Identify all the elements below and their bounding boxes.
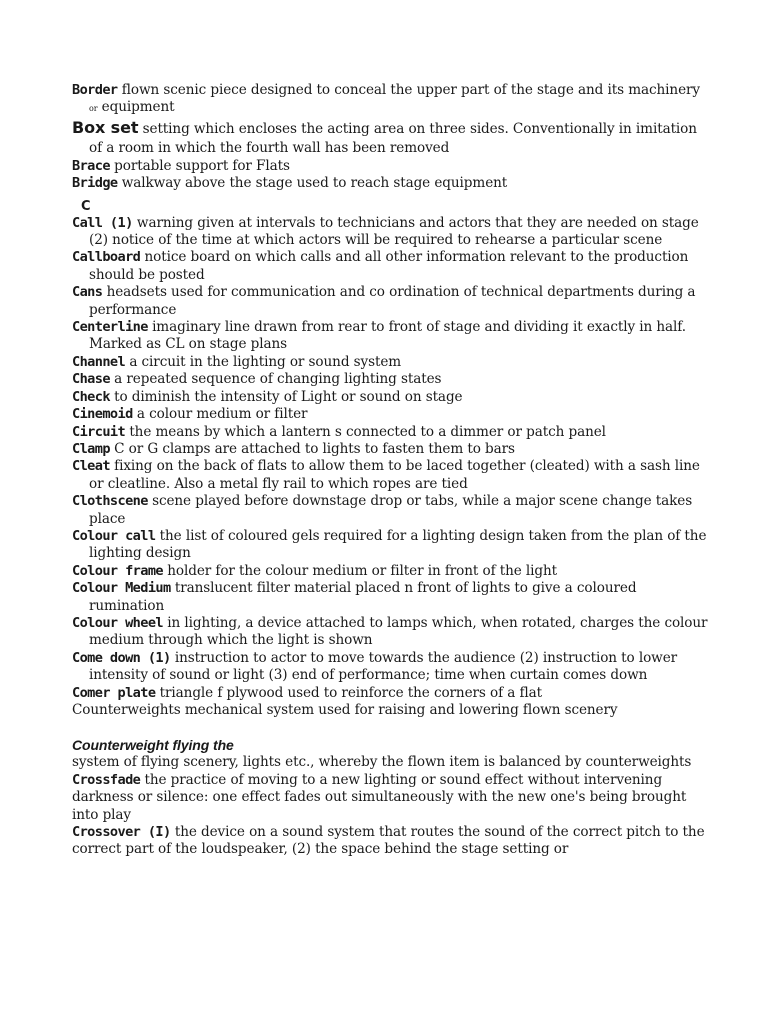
c-entries — [72, 215, 708, 702]
entry-definition: the practice of moving to a new lighting or sound effect without intervening darkness or silence: one effect fades out simultaneously with the new one's being brought into play — [72, 771, 687, 823]
entry-definition-small: or — [89, 104, 98, 114]
glossary-entry — [72, 563, 708, 580]
entry-definition: setting which encloses the acting area on three sides. Conventionally in imitation of a room in which the fourth wall has been removed — [89, 120, 697, 156]
entry-term: Cans — [72, 284, 103, 301]
entry-term: Colour frame — [72, 562, 164, 579]
entry-term: Chase — [72, 371, 110, 388]
glossary-entry — [72, 406, 708, 423]
entry-definition: a repeated sequence of changing lighting states — [109, 371, 442, 388]
glossary-entry — [72, 424, 708, 441]
entry-term: Clothscene — [72, 493, 148, 510]
entry-term: Cleat — [72, 458, 110, 475]
glossary-entry — [72, 215, 708, 250]
entry-definition: fixing on the back of flats to allow them to be laced together (cleated) with a sash line or cleatline. Also a metal fly rail to which ropes are tied — [89, 458, 700, 492]
entry-term: Colour call — [72, 527, 156, 544]
entry-term: Colour Medium — [72, 580, 171, 597]
entry-definition: in lighting, a device attached to lamps which, when rotated, charges the colour medium through which the light is shown — [89, 614, 708, 649]
entry-definition: translucent filter material placed n front of lights to give a coloured rumination — [89, 580, 637, 614]
glossary-entry — [72, 580, 708, 615]
glossary-entry — [72, 528, 708, 563]
entry-definition: to diminish the intensity of Light or sound on stage — [109, 388, 463, 405]
entry-definition: headsets used for communication and co ordination of technical departments during a performance — [89, 284, 696, 318]
entry-definition: the list of coloured gels required for a lighting design taken from the plan of the lighting design — [89, 527, 707, 562]
entry-definition: equipment — [97, 99, 175, 116]
entry-term: Comer plate — [72, 684, 156, 701]
entry-term: Colour wheel — [72, 614, 164, 631]
glossary-entry-box-set — [72, 118, 708, 158]
glossary-entry — [72, 493, 708, 528]
glossary-entry — [72, 284, 708, 319]
entry-term: Border — [72, 82, 118, 98]
glossary-entry — [72, 389, 708, 406]
entry-definition: notice board on which calls and all other information relevant to the production should be posted — [89, 249, 689, 283]
entry-definition: the means by which a lantern s connected to a dimmer or patch panel — [125, 423, 606, 440]
entry-definition: C or G clamps are attached to lights to fasten them to bars — [109, 440, 515, 457]
entry-term: Clamp — [72, 440, 110, 457]
glossary-entry — [72, 249, 708, 284]
letter-heading: C — [81, 198, 91, 214]
glossary-page — [72, 82, 708, 859]
entry-term: Bridge — [72, 175, 118, 192]
entry-definition: triangle f plywood used to reinforce the corners of a flat — [155, 684, 543, 701]
glossary-entry-crossover — [72, 824, 708, 859]
entry-term: Call (1) — [72, 214, 133, 231]
section-heading: Counterweight flying the — [72, 737, 234, 754]
entry-term: Circuit — [72, 423, 126, 440]
glossary-entry — [72, 615, 708, 650]
entry-definition: instruction to actor to move towards the audience (2) instruction to lower intensity of sound or light (3) end of performance; time when curtain comes down — [89, 649, 678, 684]
entry-definition: the device on a sound system that routes the sound of the correct pitch to the correct part of the loudspeaker, (2) the space behind the stage setting or — [72, 824, 705, 858]
entry-term: Callboard — [72, 249, 141, 266]
entry-definition: portable support for Flats — [109, 157, 290, 174]
entry-term: Brace — [72, 157, 110, 174]
glossary-entry — [72, 685, 708, 702]
entry-term: Cinemoid — [72, 406, 133, 423]
entry-term: Box set — [72, 117, 139, 137]
glossary-entry-counterweights: Counterweights mechanical system used for raising and lowering flown scenery — [72, 702, 618, 718]
entry-term: Centerline — [72, 319, 148, 336]
entry-definition: flown scenic piece designed to conceal the upper part of the stage and its machinery — [117, 82, 701, 98]
entry-definition: a circuit in the lighting or sound system — [125, 353, 402, 370]
entry-definition: a colour medium or filter — [132, 406, 308, 423]
entry-definition: walkway above the stage used to reach stage equipment — [117, 175, 508, 192]
entry-term: Crossover (I) — [72, 824, 171, 841]
entry-term: Check — [72, 388, 110, 405]
entry-term: Crossfade — [72, 771, 141, 788]
glossary-entry-brace — [72, 158, 708, 175]
glossary-entry — [72, 319, 708, 354]
entry-definition: holder for the colour medium or filter in front of the light — [163, 562, 558, 579]
entry-term: Come down (1) — [72, 649, 171, 666]
glossary-entry — [72, 650, 708, 685]
glossary-entry-bridge — [72, 175, 708, 192]
entry-definition: warning given at intervals to technicians and actors that they are needed on stage (2) notice of the time at which actors will be required to rehearse a particular scene — [89, 214, 699, 249]
entry-term: Channel — [72, 353, 126, 370]
glossary-entry — [72, 354, 708, 371]
entry-definition: scene played before downstage drop or tabs, while a major scene change takes place — [89, 493, 693, 527]
glossary-entry — [72, 458, 708, 493]
glossary-entry — [72, 441, 708, 458]
glossary-entry-border — [72, 82, 708, 118]
glossary-entry — [72, 371, 708, 388]
glossary-entry-crossfade — [72, 772, 708, 824]
section-definition: system of flying scenery, lights etc., whereby the flown item is balanced by counterweights — [72, 754, 692, 771]
entry-definition: imaginary line drawn from rear to front of stage and dividing it exactly in half. Marked as CL on stage plans — [89, 319, 686, 353]
